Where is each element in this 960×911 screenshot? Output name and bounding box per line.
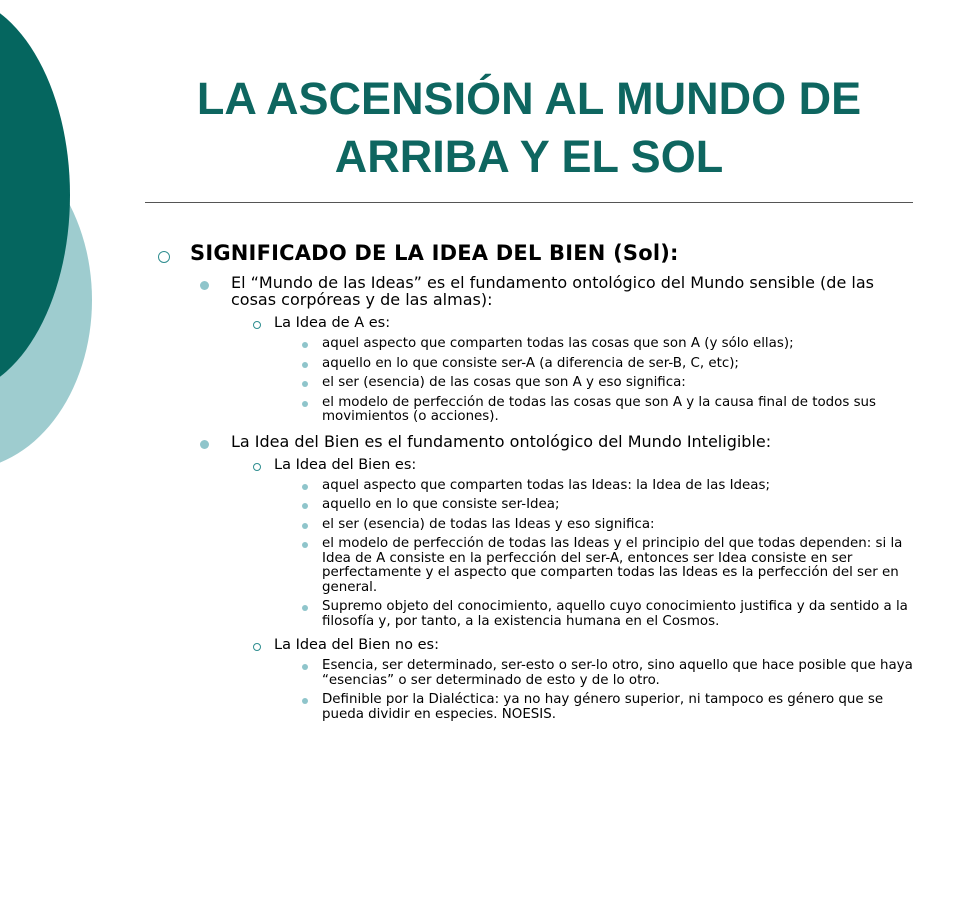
detail-list [274, 337, 915, 425]
small-circle-bullet-icon [302, 362, 308, 368]
section-text: El “Mundo de las Ideas” es el fundamento ontológico del Mundo sensible (de las cosas corpóreas y de las almas): [231, 273, 874, 309]
subsection-item [231, 457, 915, 630]
detail-list [274, 479, 915, 630]
small-circle-bullet-icon [302, 503, 308, 509]
small-circle-bullet-icon [302, 401, 308, 407]
subsection-item [231, 637, 915, 722]
detail-item [274, 693, 915, 722]
subsection-item [231, 315, 915, 425]
main-heading: SIGNIFICADO DE LA IDEA DEL BIEN (Sol): [190, 241, 679, 265]
slide-content [155, 240, 915, 730]
hollow-circle-bullet-icon [158, 251, 170, 263]
slide-title: LA ASCENSIÓN AL MUNDO DE ARRIBA Y EL SOL [196, 73, 862, 182]
small-circle-bullet-icon [302, 605, 308, 611]
small-circle-bullet-icon [302, 698, 308, 704]
subsection-list [231, 315, 915, 425]
detail-text: el modelo de perfección de todas las Ideas y el principio del que todas dependen: si la Idea de A consiste en la perfección del ser-A, entonces ser Idea consiste en ser perfectamente y el aspecto que comparten todas las Ideas es la perfección del ser en general. [322, 536, 903, 595]
detail-item [274, 659, 915, 688]
detail-item [274, 479, 915, 494]
hollow-circle-bullet-icon [253, 321, 261, 329]
outline-list [155, 240, 915, 722]
small-circle-bullet-icon [302, 542, 308, 548]
hollow-circle-bullet-icon [253, 463, 261, 471]
section-item [190, 433, 915, 723]
detail-item [274, 376, 915, 391]
section-item [190, 274, 915, 425]
section-text: La Idea del Bien es el fundamento ontológico del Mundo Inteligible: [231, 431, 772, 451]
detail-item [274, 396, 915, 425]
detail-item [274, 498, 915, 513]
detail-item [274, 518, 915, 533]
filled-circle-bullet-icon [200, 440, 209, 449]
detail-item [274, 537, 915, 595]
detail-text: aquel aspecto que comparten todas las Ideas: la Idea de las Ideas; [322, 477, 770, 493]
detail-list [274, 659, 915, 722]
small-circle-bullet-icon [302, 381, 308, 387]
detail-item [274, 357, 915, 372]
detail-text: el ser (esencia) de todas las Ideas y eso significa: [322, 516, 655, 532]
small-circle-bullet-icon [302, 484, 308, 490]
small-circle-bullet-icon [302, 342, 308, 348]
subsection-text: La Idea del Bien es: [274, 456, 417, 473]
small-circle-bullet-icon [302, 523, 308, 529]
filled-circle-bullet-icon [200, 281, 209, 290]
subsection-list [231, 457, 915, 723]
detail-text: aquello en lo que consiste ser-Idea; [322, 497, 560, 512]
main-bullet [155, 240, 915, 722]
subsection-text: La Idea de A es: [274, 315, 391, 331]
detail-item [274, 600, 915, 629]
subsection-text: La Idea del Bien no es: [274, 637, 439, 653]
detail-text: aquello en lo que consiste ser-A (a diferencia de ser-B, C, etc); [322, 355, 739, 371]
detail-text: Definible por la Dialéctica: ya no hay género superior, ni tampoco es género que se pueda dividir en especies. NOESIS. [322, 692, 884, 722]
detail-text: Supremo objeto del conocimiento, aquello cuyo conocimiento justifica y da sentido a la filosofía y, por tanto, a la existencia humana en el Cosmos. [322, 599, 908, 629]
hollow-circle-bullet-icon [253, 643, 261, 651]
detail-text: Esencia, ser determinado, ser-esto o ser-lo otro, sino aquello que hace posible que haya “esencias” o ser determinado de esto y de lo otro. [322, 658, 913, 688]
detail-text: el modelo de perfección de todas las cosas que son A y la causa final de todos sus movimientos (o acciones). [322, 394, 877, 424]
detail-text: el ser (esencia) de las cosas que son A y eso significa: [322, 375, 686, 390]
section-list [190, 274, 915, 722]
title-divider [145, 202, 913, 203]
detail-text: aquel aspecto que comparten todas las cosas que son A (y sólo ellas); [322, 336, 794, 351]
small-circle-bullet-icon [302, 664, 308, 670]
detail-item [274, 337, 915, 352]
